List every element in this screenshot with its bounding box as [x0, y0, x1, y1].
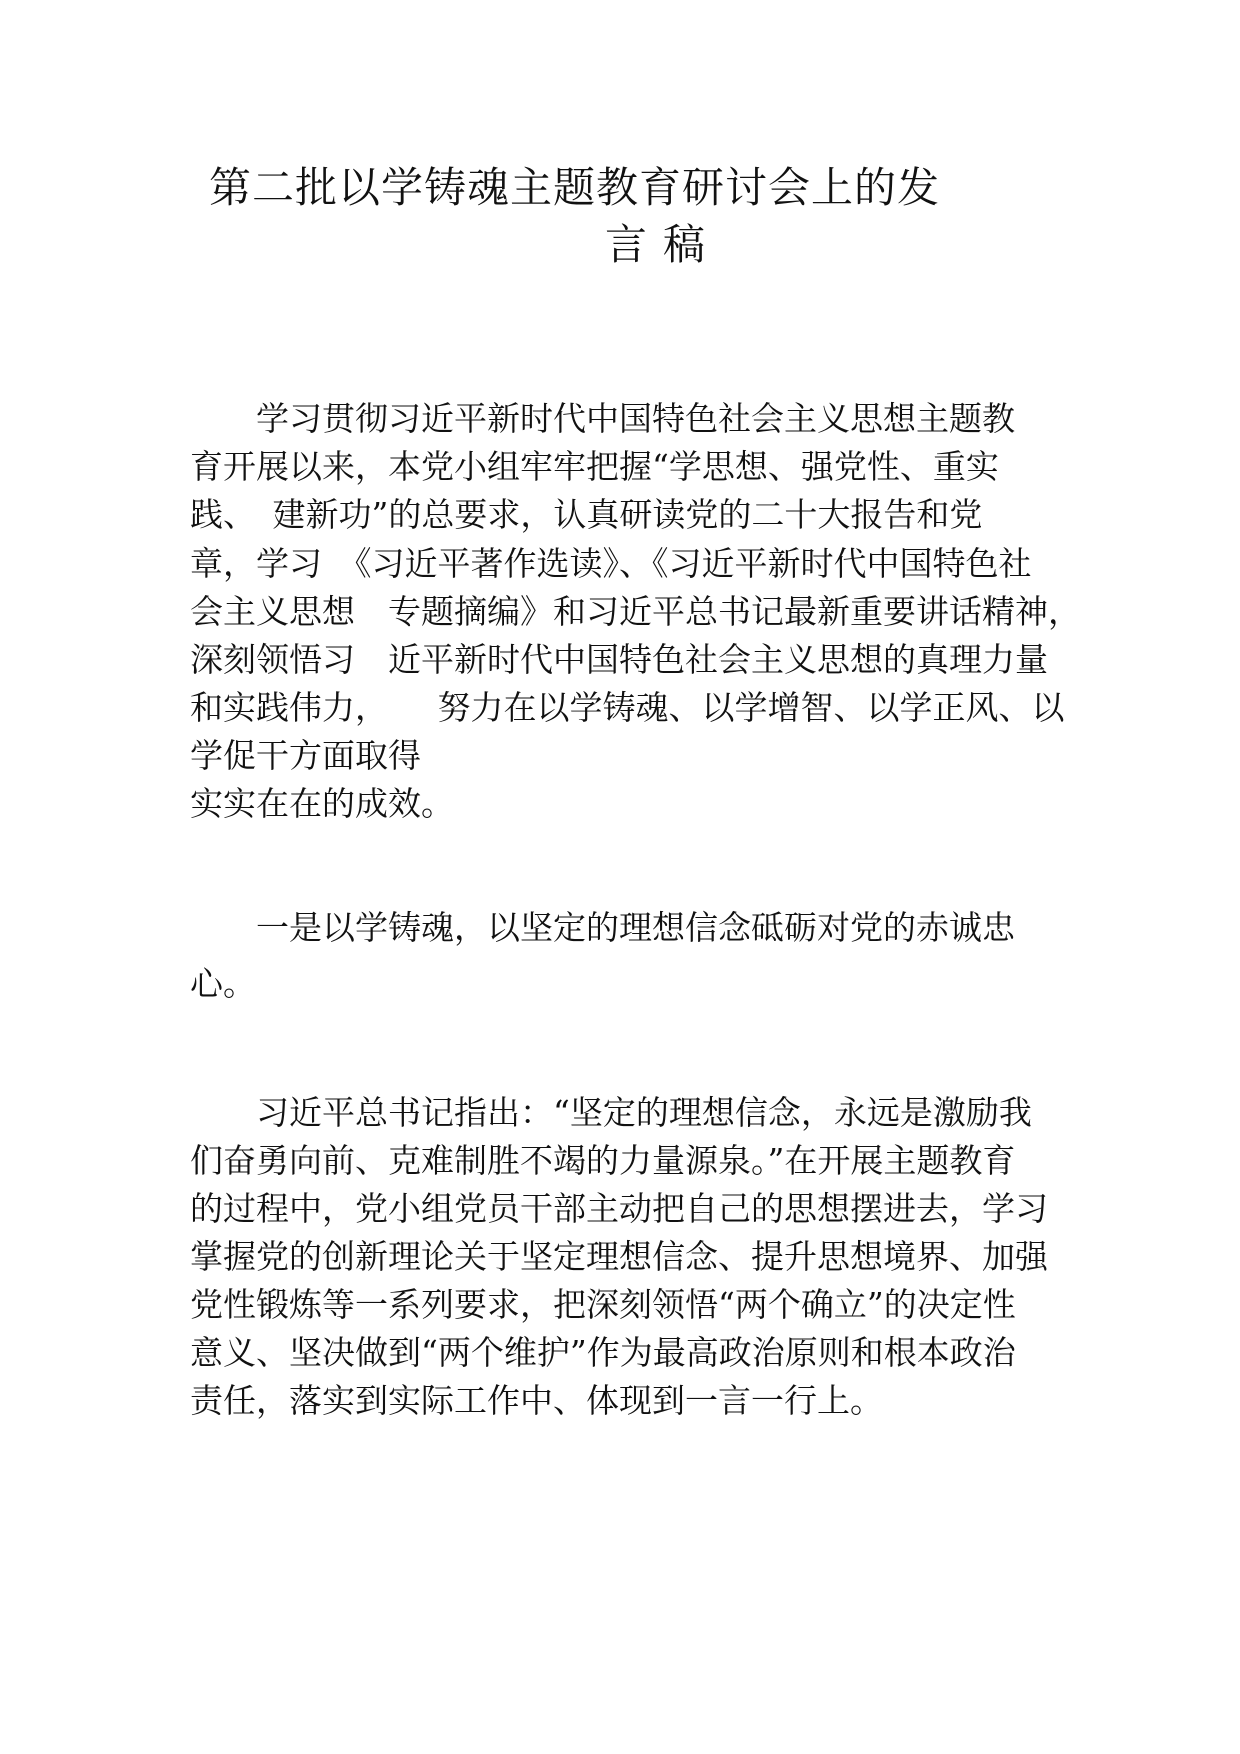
document-title-line-1: 第二批以学铸魂主题教育研讨会上的发	[209, 163, 941, 212]
paragraph-line: 践、 建新功”的总要求，认真研读党的二十大报告和党	[190, 495, 983, 534]
paragraph-line: 心。	[190, 964, 256, 1003]
paragraph-line: 实实在在的成效。	[190, 784, 454, 823]
paragraph-line: 意义、坚决做到“两个维护”作为最高政治原则和根本政治	[190, 1333, 1016, 1372]
paragraph-line: 育开展以来，本党小组牢牢把握“学思想、强党性、重实	[190, 447, 999, 486]
paragraph-line: 的过程中，党小组党员干部主动把自己的思想摆进去，学习	[190, 1189, 1048, 1228]
paragraph-line: 会主义思想 专题摘编》和习近平总书记最新重要讲话精神，	[190, 592, 1081, 631]
paragraph-line: 一是以学铸魂，以坚定的理想信念砥砺对党的赤诚忠	[190, 908, 1015, 947]
paragraph-line: 党性锻炼等一系列要求，把深刻领悟“两个确立”的决定性	[190, 1285, 1016, 1324]
paragraph-line: 深刻领悟习 近平新时代中国特色社会主义思想的真理力量	[190, 640, 1048, 679]
paragraph-line: 和实践伟力， 努力在以学铸魂、以学增智、以学正风、以	[190, 688, 1065, 727]
paragraph-line: 学习贯彻习近平新时代中国特色社会主义思想主题教	[190, 399, 1015, 438]
paragraph-line: 们奋勇向前、克难制胜不竭的力量源泉。”在开展主题教育	[190, 1141, 1016, 1180]
paragraph-line: 责任，落实到实际工作中、体现到一言一行上。	[190, 1381, 883, 1420]
paragraph-line: 习近平总书记指出：“坚定的理想信念，永远是激励我	[190, 1093, 1032, 1132]
paragraph-line: 学促干方面取得	[190, 736, 421, 775]
paragraph-line: 章，学习 《习近平著作选读》、《习近平新时代中国特色社	[190, 544, 1032, 583]
paragraph-line: 掌握党的创新理论关于坚定理想信念、提升思想境界、加强	[190, 1237, 1048, 1276]
document-title-line-2: 言稿	[605, 220, 722, 269]
